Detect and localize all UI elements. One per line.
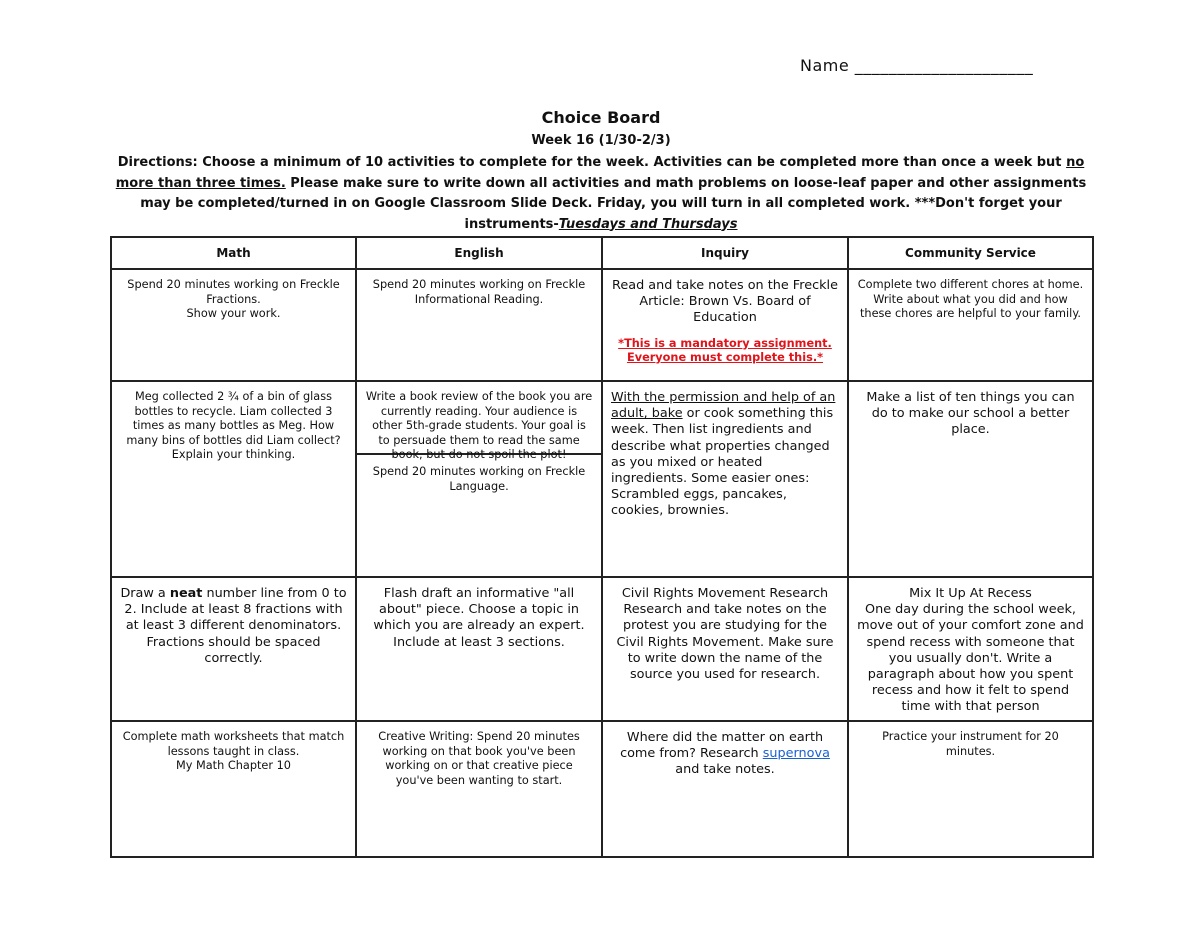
activity-text: Complete two different chores at home. Write about what you did and how these chores are helpful to your family.: [857, 278, 1084, 321]
cell-inquiry-4: [602, 721, 848, 857]
column-header-english: English: [356, 237, 602, 269]
cell-community-2: [848, 381, 1093, 577]
activity-text: Creative Writing: Spend 20 minutes working on that book you've been working on or that creative piece you've been wanting to start.: [378, 730, 580, 787]
mandatory-note: *This is a mandatory assignment. Everyone must complete this.*: [618, 336, 832, 365]
cell-english-1: [356, 269, 602, 381]
activity-text: [112, 578, 355, 671]
cell-english-2: [356, 381, 602, 577]
cell-math-2: [111, 381, 356, 577]
activity-text: One day during the school week, move out of your comfort zone and spend recess with someone that you usually don't. Write a paragraph about how you spent recess and how it felt to spend time with that person: [857, 602, 1084, 715]
cell-math-3: [111, 577, 356, 721]
activity-text: Spend 20 minutes working on Freckle Informational Reading.: [372, 278, 586, 306]
activity-text: [603, 382, 847, 524]
activity-text: Complete math worksheets that match lessons taught in class. My Math Chapter 10: [122, 730, 345, 773]
directions-part1: Directions: Choose a minimum of 10 activities to complete for the week. Activities can be completed more than once a week but: [117, 155, 1067, 170]
activity-text: Meg collected 2 ¾ of a bin of glass bottles to recycle. Liam collected 3 times as many bottles as Meg. How many bins of bottles did Liam collect? Explain your thinking.: [126, 390, 341, 462]
column-header-inquiry: Inquiry: [602, 237, 848, 269]
activity-text: Spend 20 minutes working on Freckle Language.: [372, 465, 586, 493]
activity-text-underlined: With the permission and help of an adult, bake: [611, 390, 836, 422]
table-row: [111, 721, 1093, 857]
name-label: Name: [800, 56, 850, 75]
name-field: [800, 56, 1033, 75]
table-row: [111, 269, 1093, 381]
activity-text-rest: or cook something this week. Then list ingredients and describe what properties changed as you mixed or heated ingredients. Some easier ones: Scrambled eggs, pancakes, cookies, brownies.: [611, 406, 834, 519]
column-header-math: Math: [111, 237, 356, 269]
cell-math-4: [111, 721, 356, 857]
activity-text-post: and take notes.: [675, 762, 775, 778]
activity-text: Spend 20 minutes working on Freckle Fractions. Show your work.: [127, 278, 340, 321]
name-blank-line: _____________________: [854, 56, 1034, 75]
cell-inquiry-1: [602, 269, 848, 381]
activity-text: Civil Rights Movement Research Research and take notes on the protest you are studying for the Civil Rights Movement. Make sure to write down the name of the source you used for research.: [616, 586, 834, 683]
cell-community-3: [848, 577, 1093, 721]
activity-text: Make a list of ten things you can do to make our school a better place.: [866, 390, 1075, 438]
activity-text-post: number line from 0 to 2. Include at least 8 fractions with at least 3 different denominators. Fractions should be spaced correctly.: [124, 586, 347, 666]
cell-inquiry-2: [602, 381, 848, 577]
supernova-link[interactable]: supernova: [762, 746, 830, 762]
table-row: [111, 381, 1093, 577]
activity-text: Flash draft an informative "all about" piece. Choose a topic in which you are already an expert. Include at least 3 sections.: [373, 586, 585, 650]
directions-part2: Please make sure to write down all activities and math problems on loose-leaf paper and other assignments may be completed/turned in on Google Classroom Slide Deck. Friday, you will turn in all completed work. ***Don't forget your instruments-: [140, 175, 1087, 232]
header-row: [111, 237, 1093, 269]
table-row: [111, 577, 1093, 721]
activity-text: Write a book review of the book you are currently reading. Your audience is other 5th-grade students. Your goal is to persuade them to read the same book, but do not spoil the plot!: [357, 382, 601, 455]
week-subtitle: Week 16 (1/30-2/3): [531, 133, 671, 148]
activity-text: Practice your instrument for 20 minutes.: [882, 730, 1059, 758]
activity-text: [603, 722, 847, 783]
cell-community-4: [848, 721, 1093, 857]
activity-text: Read and take notes on the Freckle Article: Brown Vs. Board of Education: [612, 278, 838, 326]
cell-english-3: [356, 577, 602, 721]
column-header-community-service: Community Service: [848, 237, 1093, 269]
cell-inquiry-3: [602, 577, 848, 721]
cell-english-4: [356, 721, 602, 857]
cell-math-1: [111, 269, 356, 381]
directions-text: [110, 153, 1092, 235]
activity-title: Mix It Up At Recess: [909, 586, 1032, 601]
activity-text-pre: Where did the matter on earth come from? Research: [620, 730, 824, 762]
directions-limit: no more than three times.: [115, 155, 1085, 191]
page-title: Choice Board: [541, 108, 661, 127]
choice-board-table: [110, 236, 1094, 858]
activity-text-bold: neat: [169, 586, 203, 601]
activity-text-pre: Draw a: [120, 586, 170, 601]
instrument-days: Tuesdays and Thursdays: [558, 216, 738, 232]
cell-community-1: [848, 269, 1093, 381]
